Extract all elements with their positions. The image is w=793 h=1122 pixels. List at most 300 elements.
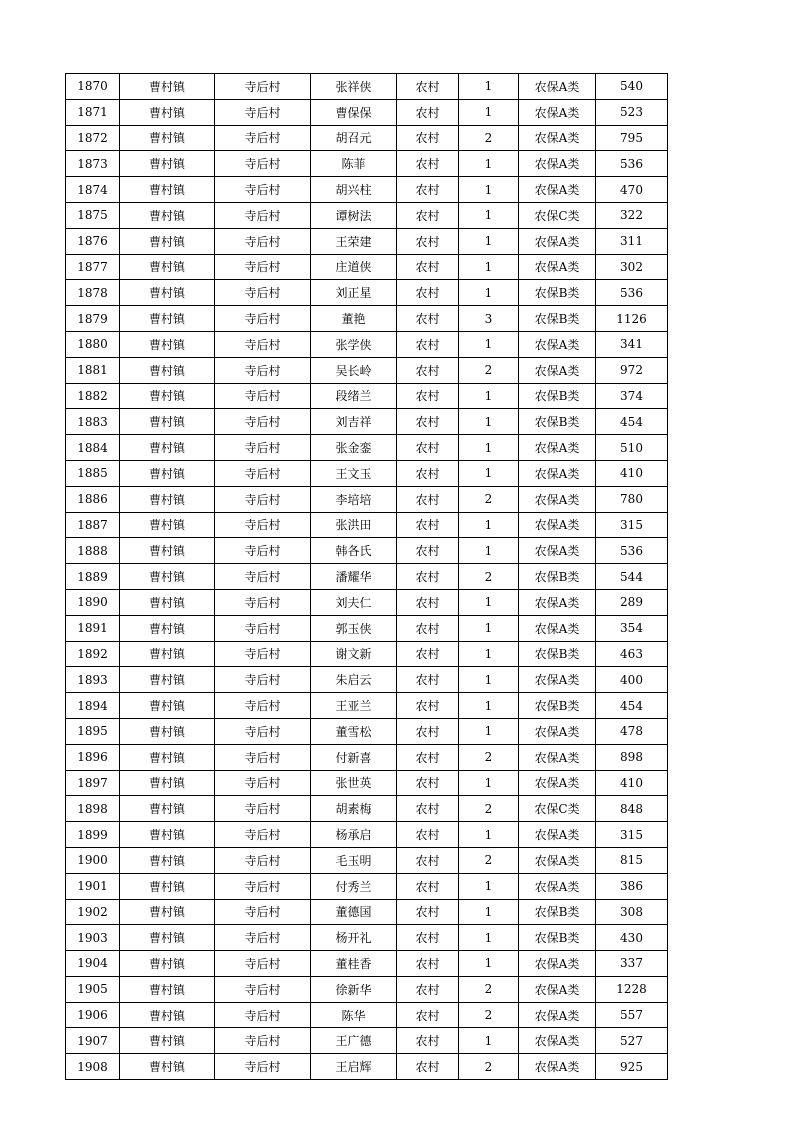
cell-village: 寺后村	[215, 615, 311, 641]
cell-amount: 341	[596, 331, 668, 357]
cell-person-count: 2	[459, 1054, 519, 1080]
table-row	[66, 873, 668, 899]
table-row	[66, 718, 668, 744]
cell-person-count: 1	[459, 74, 519, 100]
cell-name: 曹保保	[311, 99, 397, 125]
cell-household-type: 农村	[397, 641, 459, 667]
cell-town: 曹村镇	[120, 847, 215, 873]
cell-name: 陈菲	[311, 151, 397, 177]
cell-village: 寺后村	[215, 383, 311, 409]
cell-amount: 410	[596, 460, 668, 486]
table-row	[66, 538, 668, 564]
cell-name: 陈华	[311, 1002, 397, 1028]
table-row	[66, 177, 668, 203]
cell-village: 寺后村	[215, 951, 311, 977]
cell-person-count: 1	[459, 693, 519, 719]
cell-amount: 795	[596, 125, 668, 151]
cell-town: 曹村镇	[120, 151, 215, 177]
cell-household-type: 农村	[397, 331, 459, 357]
cell-name: 董艳	[311, 306, 397, 332]
cell-amount: 848	[596, 796, 668, 822]
cell-name: 董德国	[311, 899, 397, 925]
cell-serial: 1874	[66, 177, 120, 203]
cell-name: 付秀兰	[311, 873, 397, 899]
cell-village: 寺后村	[215, 512, 311, 538]
cell-person-count: 1	[459, 615, 519, 641]
cell-amount: 400	[596, 667, 668, 693]
cell-insurance-category: 农保A类	[519, 254, 596, 280]
cell-name: 杨开礼	[311, 925, 397, 951]
cell-insurance-category: 农保A类	[519, 357, 596, 383]
cell-person-count: 1	[459, 589, 519, 615]
cell-person-count: 1	[459, 667, 519, 693]
cell-amount: 544	[596, 564, 668, 590]
cell-person-count: 1	[459, 822, 519, 848]
table-row	[66, 822, 668, 848]
cell-person-count: 2	[459, 125, 519, 151]
cell-village: 寺后村	[215, 847, 311, 873]
cell-household-type: 农村	[397, 976, 459, 1002]
cell-household-type: 农村	[397, 667, 459, 693]
cell-serial: 1880	[66, 331, 120, 357]
cell-person-count: 1	[459, 951, 519, 977]
cell-serial: 1893	[66, 667, 120, 693]
cell-household-type: 农村	[397, 899, 459, 925]
cell-person-count: 2	[459, 486, 519, 512]
cell-town: 曹村镇	[120, 564, 215, 590]
cell-serial: 1908	[66, 1054, 120, 1080]
cell-household-type: 农村	[397, 383, 459, 409]
cell-town: 曹村镇	[120, 357, 215, 383]
table-row	[66, 460, 668, 486]
table-row	[66, 796, 668, 822]
cell-serial: 1885	[66, 460, 120, 486]
cell-amount: 315	[596, 512, 668, 538]
cell-name: 张祥侠	[311, 74, 397, 100]
cell-village: 寺后村	[215, 99, 311, 125]
table-row	[66, 202, 668, 228]
cell-village: 寺后村	[215, 1028, 311, 1054]
cell-person-count: 2	[459, 976, 519, 1002]
cell-insurance-category: 农保B类	[519, 693, 596, 719]
cell-serial: 1877	[66, 254, 120, 280]
cell-name: 胡召元	[311, 125, 397, 151]
cell-amount: 470	[596, 177, 668, 203]
cell-amount: 322	[596, 202, 668, 228]
cell-name: 张金銮	[311, 435, 397, 461]
cell-amount: 815	[596, 847, 668, 873]
cell-name: 吴长岭	[311, 357, 397, 383]
cell-amount: 311	[596, 228, 668, 254]
cell-serial: 1894	[66, 693, 120, 719]
table-row	[66, 254, 668, 280]
cell-household-type: 农村	[397, 538, 459, 564]
cell-insurance-category: 农保C类	[519, 796, 596, 822]
cell-town: 曹村镇	[120, 383, 215, 409]
cell-village: 寺后村	[215, 435, 311, 461]
cell-village: 寺后村	[215, 796, 311, 822]
cell-insurance-category: 农保A类	[519, 331, 596, 357]
table-row	[66, 899, 668, 925]
cell-person-count: 3	[459, 306, 519, 332]
cell-village: 寺后村	[215, 641, 311, 667]
cell-person-count: 1	[459, 641, 519, 667]
cell-village: 寺后村	[215, 409, 311, 435]
cell-amount: 972	[596, 357, 668, 383]
cell-person-count: 1	[459, 512, 519, 538]
cell-person-count: 1	[459, 280, 519, 306]
cell-household-type: 农村	[397, 693, 459, 719]
cell-household-type: 农村	[397, 770, 459, 796]
cell-town: 曹村镇	[120, 873, 215, 899]
cell-town: 曹村镇	[120, 280, 215, 306]
cell-person-count: 2	[459, 357, 519, 383]
cell-town: 曹村镇	[120, 899, 215, 925]
cell-amount: 536	[596, 151, 668, 177]
cell-serial: 1871	[66, 99, 120, 125]
cell-insurance-category: 农保A类	[519, 1002, 596, 1028]
table-row	[66, 744, 668, 770]
table-row	[66, 99, 668, 125]
cell-name: 徐新华	[311, 976, 397, 1002]
cell-town: 曹村镇	[120, 1028, 215, 1054]
cell-amount: 925	[596, 1054, 668, 1080]
cell-serial: 1907	[66, 1028, 120, 1054]
cell-village: 寺后村	[215, 538, 311, 564]
cell-amount: 1126	[596, 306, 668, 332]
cell-amount: 454	[596, 409, 668, 435]
cell-name: 朱启云	[311, 667, 397, 693]
cell-insurance-category: 农保A类	[519, 512, 596, 538]
cell-amount: 308	[596, 899, 668, 925]
cell-person-count: 2	[459, 847, 519, 873]
cell-amount: 527	[596, 1028, 668, 1054]
cell-person-count: 1	[459, 435, 519, 461]
cell-village: 寺后村	[215, 74, 311, 100]
table-row	[66, 976, 668, 1002]
cell-household-type: 农村	[397, 744, 459, 770]
table-row	[66, 435, 668, 461]
cell-person-count: 2	[459, 744, 519, 770]
cell-amount: 430	[596, 925, 668, 951]
cell-amount: 540	[596, 74, 668, 100]
table-row	[66, 770, 668, 796]
cell-serial: 1903	[66, 925, 120, 951]
cell-village: 寺后村	[215, 280, 311, 306]
cell-amount: 557	[596, 1002, 668, 1028]
cell-amount: 536	[596, 538, 668, 564]
cell-serial: 1898	[66, 796, 120, 822]
cell-serial: 1906	[66, 1002, 120, 1028]
cell-person-count: 1	[459, 899, 519, 925]
cell-household-type: 农村	[397, 409, 459, 435]
cell-insurance-category: 农保B类	[519, 306, 596, 332]
cell-person-count: 2	[459, 1002, 519, 1028]
cell-town: 曹村镇	[120, 925, 215, 951]
cell-insurance-category: 农保A类	[519, 151, 596, 177]
cell-village: 寺后村	[215, 306, 311, 332]
cell-name: 董桂香	[311, 951, 397, 977]
cell-town: 曹村镇	[120, 306, 215, 332]
table-row	[66, 512, 668, 538]
cell-name: 潘耀华	[311, 564, 397, 590]
cell-name: 段绪兰	[311, 383, 397, 409]
cell-serial: 1873	[66, 151, 120, 177]
table-row	[66, 1054, 668, 1080]
cell-village: 寺后村	[215, 925, 311, 951]
cell-insurance-category: 农保A类	[519, 847, 596, 873]
cell-serial: 1905	[66, 976, 120, 1002]
cell-household-type: 农村	[397, 925, 459, 951]
cell-insurance-category: 农保A类	[519, 99, 596, 125]
table-row	[66, 151, 668, 177]
cell-serial: 1891	[66, 615, 120, 641]
table-row	[66, 925, 668, 951]
cell-insurance-category: 农保A类	[519, 615, 596, 641]
cell-village: 寺后村	[215, 486, 311, 512]
cell-insurance-category: 农保B类	[519, 564, 596, 590]
cell-name: 谭树法	[311, 202, 397, 228]
cell-name: 韩各氏	[311, 538, 397, 564]
cell-name: 王启辉	[311, 1054, 397, 1080]
cell-town: 曹村镇	[120, 99, 215, 125]
cell-insurance-category: 农保C类	[519, 202, 596, 228]
cell-name: 杨承启	[311, 822, 397, 848]
cell-name: 张洪田	[311, 512, 397, 538]
table-row	[66, 383, 668, 409]
cell-name: 庄道侠	[311, 254, 397, 280]
table-row	[66, 306, 668, 332]
cell-amount: 289	[596, 589, 668, 615]
cell-insurance-category: 农保B类	[519, 409, 596, 435]
cell-serial: 1888	[66, 538, 120, 564]
cell-town: 曹村镇	[120, 125, 215, 151]
cell-person-count: 1	[459, 460, 519, 486]
cell-name: 胡素梅	[311, 796, 397, 822]
cell-town: 曹村镇	[120, 744, 215, 770]
cell-person-count: 1	[459, 925, 519, 951]
cell-serial: 1896	[66, 744, 120, 770]
cell-village: 寺后村	[215, 822, 311, 848]
cell-town: 曹村镇	[120, 512, 215, 538]
cell-serial: 1890	[66, 589, 120, 615]
cell-town: 曹村镇	[120, 667, 215, 693]
cell-person-count: 1	[459, 718, 519, 744]
cell-name: 胡兴柱	[311, 177, 397, 203]
cell-village: 寺后村	[215, 177, 311, 203]
cell-insurance-category: 农保A类	[519, 435, 596, 461]
cell-name: 张学侠	[311, 331, 397, 357]
cell-person-count: 1	[459, 228, 519, 254]
cell-household-type: 农村	[397, 564, 459, 590]
cell-town: 曹村镇	[120, 796, 215, 822]
cell-amount: 1228	[596, 976, 668, 1002]
cell-village: 寺后村	[215, 460, 311, 486]
table-row	[66, 125, 668, 151]
cell-town: 曹村镇	[120, 538, 215, 564]
cell-village: 寺后村	[215, 151, 311, 177]
cell-serial: 1883	[66, 409, 120, 435]
cell-town: 曹村镇	[120, 202, 215, 228]
cell-amount: 898	[596, 744, 668, 770]
cell-household-type: 农村	[397, 99, 459, 125]
cell-person-count: 1	[459, 177, 519, 203]
cell-village: 寺后村	[215, 1054, 311, 1080]
cell-person-count: 1	[459, 873, 519, 899]
cell-town: 曹村镇	[120, 822, 215, 848]
cell-person-count: 1	[459, 770, 519, 796]
cell-household-type: 农村	[397, 280, 459, 306]
cell-serial: 1899	[66, 822, 120, 848]
cell-village: 寺后村	[215, 718, 311, 744]
cell-name: 李培培	[311, 486, 397, 512]
table-row	[66, 228, 668, 254]
table-row	[66, 1028, 668, 1054]
table-row	[66, 357, 668, 383]
cell-town: 曹村镇	[120, 641, 215, 667]
cell-village: 寺后村	[215, 1002, 311, 1028]
cell-serial: 1904	[66, 951, 120, 977]
cell-person-count: 2	[459, 796, 519, 822]
cell-household-type: 农村	[397, 951, 459, 977]
cell-serial: 1875	[66, 202, 120, 228]
cell-town: 曹村镇	[120, 1054, 215, 1080]
cell-insurance-category: 农保B类	[519, 925, 596, 951]
cell-town: 曹村镇	[120, 976, 215, 1002]
cell-village: 寺后村	[215, 976, 311, 1002]
cell-village: 寺后村	[215, 331, 311, 357]
cell-insurance-category: 农保A类	[519, 873, 596, 899]
cell-insurance-category: 农保A类	[519, 822, 596, 848]
cell-insurance-category: 农保A类	[519, 228, 596, 254]
data-table	[65, 73, 668, 1080]
cell-name: 刘夫仁	[311, 589, 397, 615]
cell-serial: 1900	[66, 847, 120, 873]
cell-village: 寺后村	[215, 693, 311, 719]
cell-serial: 1897	[66, 770, 120, 796]
cell-person-count: 1	[459, 331, 519, 357]
cell-serial: 1882	[66, 383, 120, 409]
table-row	[66, 641, 668, 667]
cell-household-type: 农村	[397, 873, 459, 899]
cell-insurance-category: 农保A类	[519, 718, 596, 744]
table-row	[66, 564, 668, 590]
cell-insurance-category: 农保A类	[519, 74, 596, 100]
cell-household-type: 农村	[397, 1028, 459, 1054]
cell-town: 曹村镇	[120, 331, 215, 357]
cell-name: 董雪松	[311, 718, 397, 744]
cell-town: 曹村镇	[120, 589, 215, 615]
cell-serial: 1881	[66, 357, 120, 383]
cell-insurance-category: 农保A类	[519, 125, 596, 151]
cell-town: 曹村镇	[120, 228, 215, 254]
table-row	[66, 486, 668, 512]
cell-name: 刘吉祥	[311, 409, 397, 435]
cell-person-count: 1	[459, 409, 519, 435]
cell-serial: 1878	[66, 280, 120, 306]
cell-person-count: 1	[459, 151, 519, 177]
cell-household-type: 农村	[397, 589, 459, 615]
cell-amount: 454	[596, 693, 668, 719]
cell-amount: 302	[596, 254, 668, 280]
cell-town: 曹村镇	[120, 615, 215, 641]
cell-household-type: 农村	[397, 74, 459, 100]
cell-town: 曹村镇	[120, 409, 215, 435]
cell-amount: 386	[596, 873, 668, 899]
table-row	[66, 74, 668, 100]
table-row	[66, 951, 668, 977]
cell-town: 曹村镇	[120, 74, 215, 100]
cell-household-type: 农村	[397, 254, 459, 280]
table-row	[66, 847, 668, 873]
cell-serial: 1889	[66, 564, 120, 590]
cell-amount: 478	[596, 718, 668, 744]
cell-amount: 337	[596, 951, 668, 977]
table-row	[66, 589, 668, 615]
cell-amount: 536	[596, 280, 668, 306]
cell-insurance-category: 农保A类	[519, 770, 596, 796]
cell-name: 王亚兰	[311, 693, 397, 719]
cell-amount: 463	[596, 641, 668, 667]
cell-insurance-category: 农保B类	[519, 383, 596, 409]
cell-village: 寺后村	[215, 125, 311, 151]
cell-household-type: 农村	[397, 822, 459, 848]
cell-serial: 1876	[66, 228, 120, 254]
cell-amount: 780	[596, 486, 668, 512]
cell-village: 寺后村	[215, 873, 311, 899]
cell-household-type: 农村	[397, 486, 459, 512]
cell-village: 寺后村	[215, 667, 311, 693]
cell-village: 寺后村	[215, 202, 311, 228]
cell-name: 付新喜	[311, 744, 397, 770]
cell-village: 寺后村	[215, 589, 311, 615]
cell-serial: 1886	[66, 486, 120, 512]
cell-person-count: 2	[459, 564, 519, 590]
cell-town: 曹村镇	[120, 254, 215, 280]
cell-amount: 354	[596, 615, 668, 641]
cell-town: 曹村镇	[120, 1002, 215, 1028]
cell-insurance-category: 农保A类	[519, 538, 596, 564]
table-row	[66, 667, 668, 693]
cell-amount: 523	[596, 99, 668, 125]
cell-person-count: 1	[459, 1028, 519, 1054]
cell-name: 谢文新	[311, 641, 397, 667]
cell-village: 寺后村	[215, 357, 311, 383]
cell-insurance-category: 农保A类	[519, 744, 596, 770]
cell-household-type: 农村	[397, 718, 459, 744]
cell-serial: 1884	[66, 435, 120, 461]
cell-household-type: 农村	[397, 796, 459, 822]
cell-insurance-category: 农保B类	[519, 641, 596, 667]
cell-household-type: 农村	[397, 460, 459, 486]
cell-name: 郭玉侠	[311, 615, 397, 641]
cell-town: 曹村镇	[120, 770, 215, 796]
cell-insurance-category: 农保B类	[519, 899, 596, 925]
cell-insurance-category: 农保A类	[519, 976, 596, 1002]
table-row	[66, 280, 668, 306]
table-row	[66, 409, 668, 435]
cell-insurance-category: 农保A类	[519, 1054, 596, 1080]
cell-village: 寺后村	[215, 228, 311, 254]
cell-amount: 510	[596, 435, 668, 461]
cell-household-type: 农村	[397, 512, 459, 538]
cell-person-count: 1	[459, 254, 519, 280]
cell-person-count: 1	[459, 383, 519, 409]
cell-town: 曹村镇	[120, 435, 215, 461]
cell-town: 曹村镇	[120, 460, 215, 486]
table-row	[66, 331, 668, 357]
table-row	[66, 1002, 668, 1028]
